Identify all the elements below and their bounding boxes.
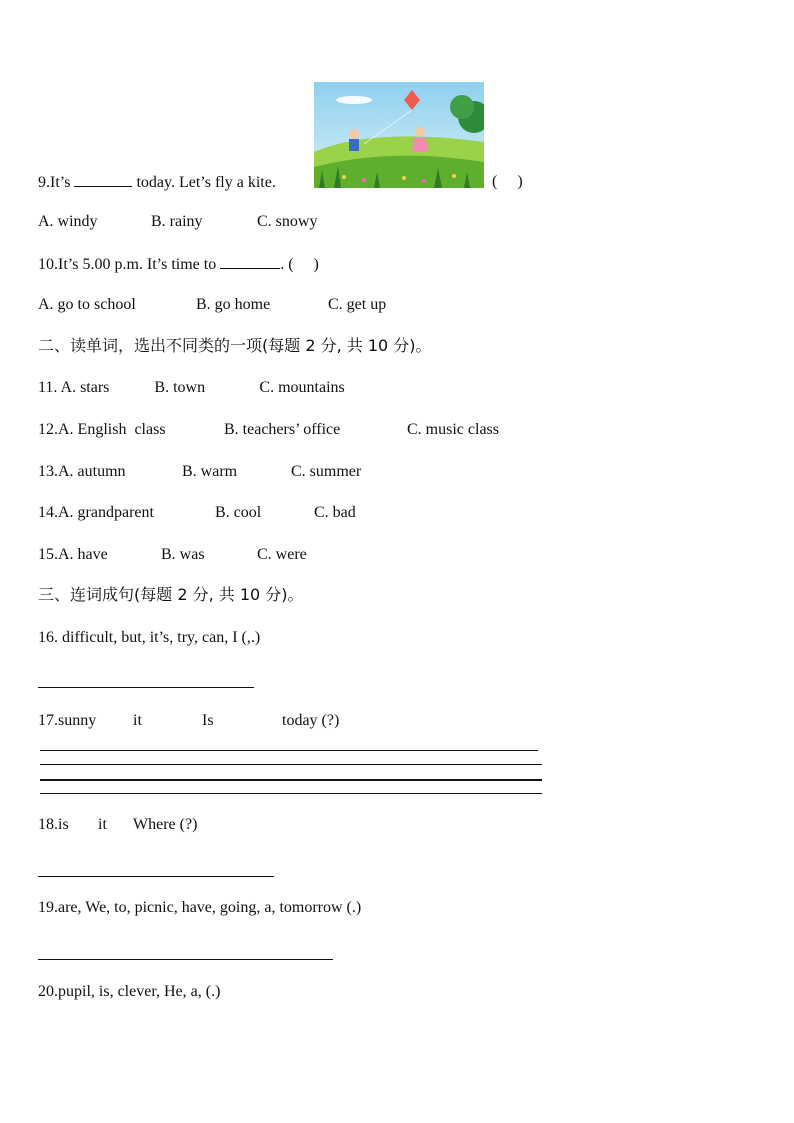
answer-line — [40, 793, 542, 794]
question-19: 19.are, We, to, picnic, have, going, a, tomorrow (.) — [38, 899, 362, 916]
section-3-heading: 三、连词成句(每题 2 分, 共 10 分)。 — [38, 585, 304, 604]
answer-blank — [74, 172, 132, 187]
answer-paren: ( ) — [492, 173, 523, 190]
question-20: 20.pupil, is, clever, He, a, (.) — [38, 983, 221, 1000]
answer-line — [40, 779, 542, 781]
question-9: 9.It’s today. Let’s fly a kite. — [38, 174, 276, 191]
question-11: 11. A. stars B. town C. mountains — [38, 379, 345, 396]
question-17: 17.sunny it Is today (?) — [38, 712, 340, 729]
q9-options: A. windy B. rainy C. snowy — [38, 213, 318, 230]
answer-line — [38, 687, 254, 688]
question-10: 10.It’s 5.00 p.m. It’s time to . ( ) — [38, 256, 319, 273]
question-16: 16. difficult, but, it’s, try, can, I (,.) — [38, 629, 261, 646]
question-18: 18.is it Where (?) — [38, 816, 198, 833]
answer-line — [38, 876, 274, 877]
question-12: 12.A. English class B. teachers’ office C. music class — [38, 421, 499, 438]
answer-line — [38, 959, 333, 960]
question-13: 13.A. autumn B. warm C. summer — [38, 463, 362, 480]
answer-line — [40, 750, 538, 751]
answer-blank — [220, 254, 280, 269]
q10-options: A. go to school B. go home C. get up — [38, 296, 387, 313]
kite-illustration — [314, 82, 484, 188]
section-2-heading: 二、读单词，选出不同类的一项(每题 2 分, 共 10 分)。 — [38, 336, 432, 355]
question-14: 14.A. grandparent B. cool C. bad — [38, 504, 356, 521]
question-15: 15.A. have B. was C. were — [38, 546, 307, 563]
answer-line — [40, 764, 542, 765]
